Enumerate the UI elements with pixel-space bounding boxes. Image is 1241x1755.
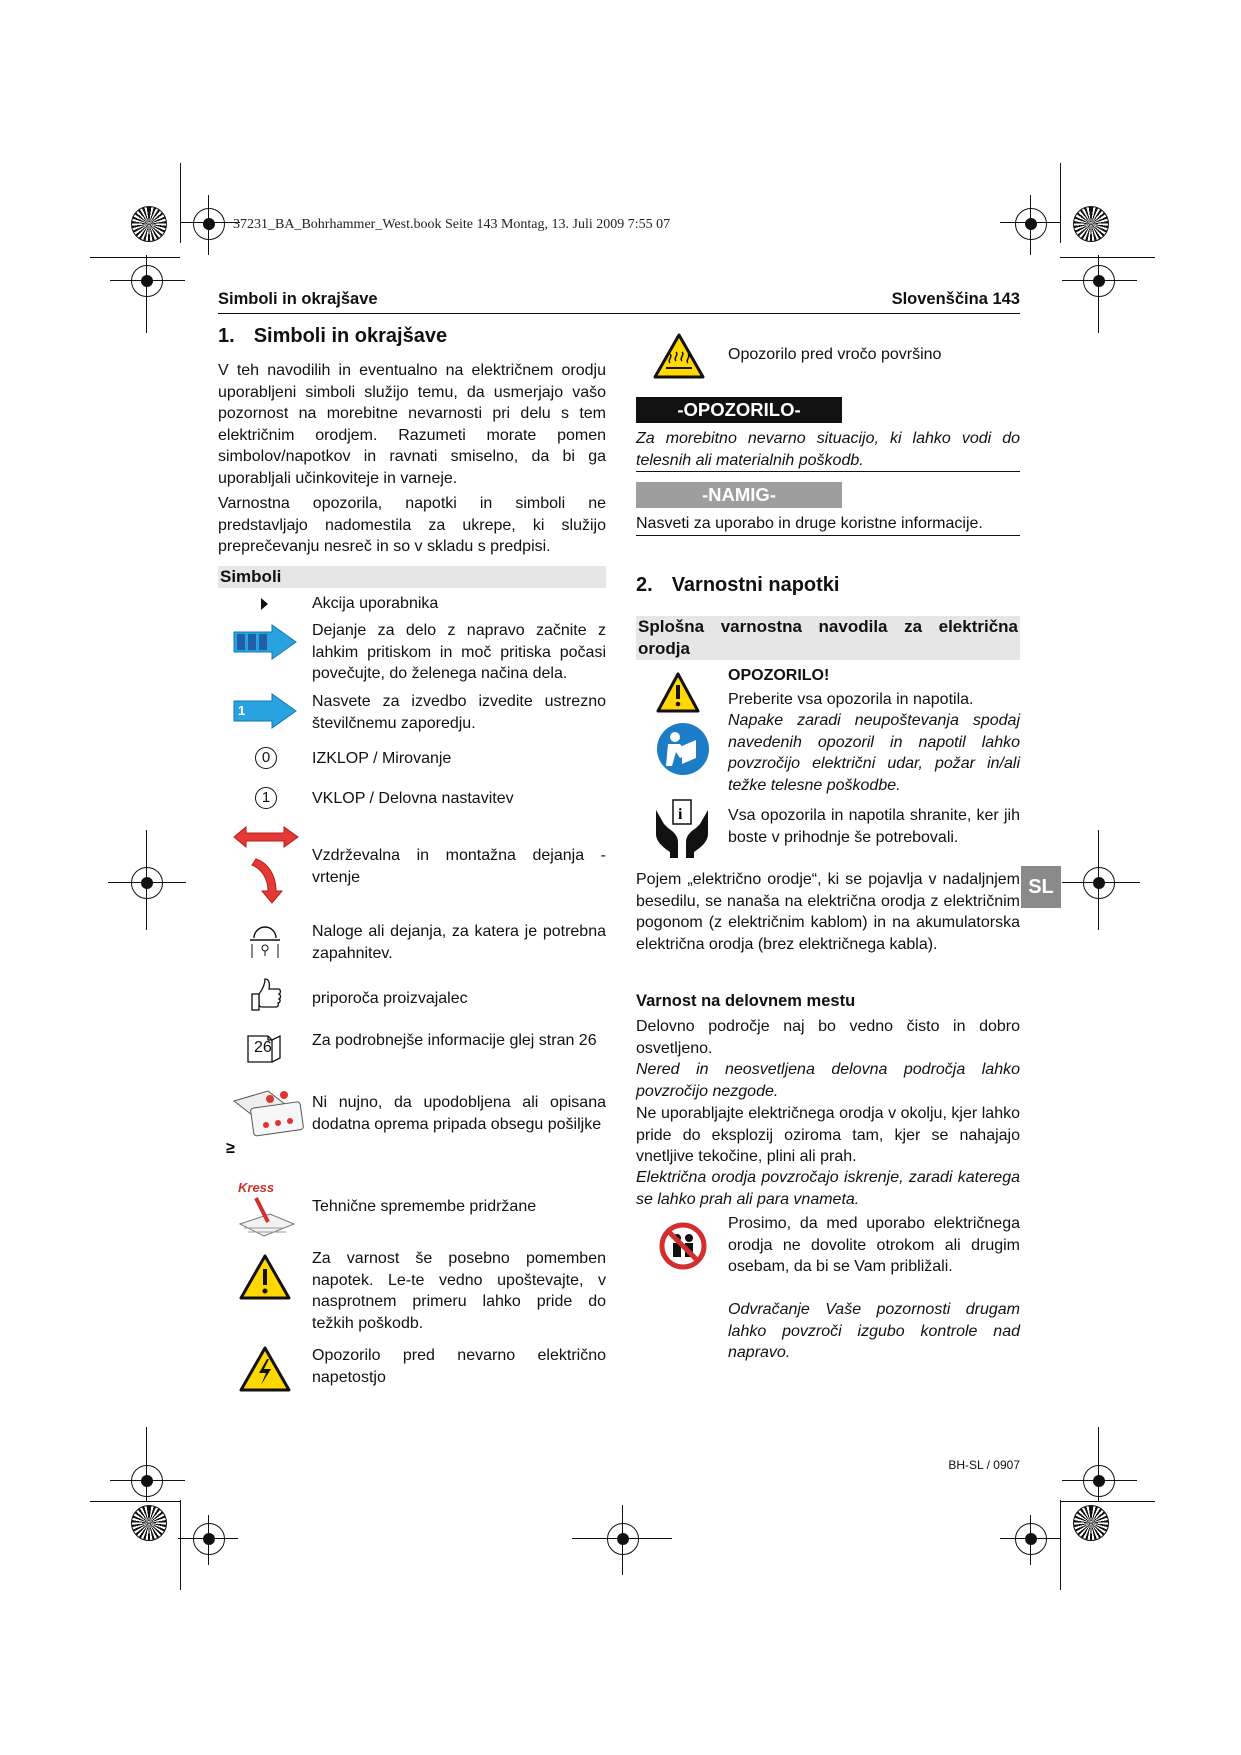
symbol-text-voltage: Opozorilo pred nevarno električno napetostjo <box>312 1347 606 1386</box>
high-voltage-icon <box>238 1345 292 1393</box>
workplace-clean-reason: Nered in neosvetljena delovna področja lahko povzročijo nezgode. <box>636 1061 1020 1100</box>
header-section-title: Simboli in okrajšave <box>218 290 378 308</box>
symbol-text-lock: Naloge ali dejanja, za katera je potrebna zapahnitev. <box>312 923 606 962</box>
numbered-arrow-label: 1 <box>238 703 246 718</box>
progressive-arrow-icon <box>232 624 298 660</box>
symbol-text-user-action: Akcija uporabnika <box>312 595 439 612</box>
general-safety-band: Splošna varnostna navodila za električna orodja <box>638 617 1018 658</box>
thumbs-up-icon <box>249 976 283 1016</box>
warning-triangle-icon <box>238 1253 292 1301</box>
keep-children-away-reason: Odvračanje Vaše pozornosti drugam lahko povzroči izgubo kontrole nad napravo. <box>728 1301 1020 1361</box>
warning-triangle-icon-2 <box>655 671 701 715</box>
warning-consequences: Napake zaradi neupoštevanja spodaj navedenih opozoril in napotil lahko povzročijo električni udar, požar in/ali težke telesne poškodbe. <box>728 712 1020 794</box>
hot-surface-icon <box>652 332 706 380</box>
warning-read-all: Preberite vsa opozorila in napotila. <box>728 691 974 708</box>
explosion-warning-text: Ne uporabljajte električnega orodja v okolju, kjer lahko pride do eksplozij oziroma tam, kjer se nahajajo vnetljive tekočine, plini ali prah. <box>636 1105 1020 1165</box>
off-circle-icon: 0 <box>255 747 277 769</box>
warning-title: OPOZORILO! <box>728 667 830 684</box>
symbol-text-pressure: Dejanje za delo z napravo začnite z lahkim pritiskom in moč pritiska počasi povečujte, do želenega načina dela. <box>312 622 606 682</box>
on-circle-icon: 1 <box>255 787 277 809</box>
keep-instructions-text: Vsa opozorila in napotila shranite, ker jih boste v prihodnje še potrebovali. <box>728 807 1020 846</box>
symbol-text-recommended: priporoča proizvajalec <box>312 990 468 1007</box>
keep-children-away-text: Prosimo, da med uporabo električnega orodja ne dovolite otrokom ali drugim osebam, da bi se Vam približali. <box>728 1215 1020 1275</box>
read-manual-icon <box>656 722 710 776</box>
section-2-heading: 2. Varnostni napotki <box>636 574 840 596</box>
symbol-text-maintenance: Vzdrževalna in montažna dejanja - vrtenje <box>312 847 606 886</box>
header-page-number: Slovenščina 143 <box>891 290 1020 308</box>
keep-instructions-icon <box>652 798 712 858</box>
section-1-heading: 1. Simboli in okrajšave <box>218 325 448 347</box>
power-tool-definition: Pojem „električno orodje“, ki se pojavlja v nadaljnjem besedilu, se nanaša na električna orodja z električnim pogonom (z električnim kablom) in na akumulatorska električna orodja (brez električnega kabla). <box>636 871 1020 953</box>
symbol-text-changes: Tehnične spremembe pridržane <box>312 1198 537 1215</box>
footer-code: BH-SL / 0907 <box>948 1458 1020 1472</box>
rotation-arrows-icon <box>232 825 300 905</box>
book-page-number: 26 <box>254 1039 272 1056</box>
namig-text: Nasveti za uporabo in druge koristne informacije. <box>636 515 983 532</box>
svg-text:i: i <box>678 806 683 823</box>
intro-paragraph: V teh navodilih in eventualno na električnem orodju uporabljeni simboli služijo temu, da usmerjajo vašo pozornost na morebitne nevarnosti pri delu s tem električnim orodjem. Razumeti morate pomen simbolov/napotkov in ravnati smiselno, da bi ga uporabljali učinkoviteje in varneje. <box>218 362 606 487</box>
explosion-warning-reason: Električna orodja povzročajo iskrenje, zaradi katerega se lahko prah ali para vnameta. <box>636 1169 1020 1208</box>
left-column <box>218 325 606 558</box>
opozorilo-label: -OPOZORILO- <box>636 397 842 423</box>
kress-logo: Kress <box>238 1180 275 1195</box>
disclaimer-paragraph: Varnostna opozorila, napotki in simboli ne predstavljajo nadomestila za ukrepe, ki služijo preprečevanju nesreč in so v skladu s predpisi. <box>218 495 606 555</box>
no-children-icon <box>659 1222 707 1270</box>
namig-rule <box>636 535 1020 536</box>
namig-label: -NAMIG- <box>636 482 842 508</box>
symbols-band: Simboli <box>218 566 606 588</box>
symbol-text-page-ref: Za podrobnejše informacije glej stran 26 <box>312 1032 597 1049</box>
opozorilo-rule <box>636 471 1020 472</box>
symbol-text-important: Za varnost še posebno pomemben napotek. Le-te vedno upoštevajte, v nasprotnem primeru lahko pride do težkih poškodb. <box>312 1250 606 1332</box>
triangle-bullet-icon <box>261 598 268 610</box>
book-info-line: 37231_BA_Bohrhammer_West.book Seite 143 Montag, 13. Juli 2009 7:55 07 <box>233 217 671 232</box>
language-tab: SL <box>1021 866 1061 908</box>
lock-icon <box>248 918 282 962</box>
workplace-safety-heading: Varnost na delovnem mestu <box>636 992 856 1010</box>
symbol-text-sequence: Nasvete za izvedbo izvedite ustrezno številčnemu zaporedju. <box>312 693 606 732</box>
header-rule <box>218 313 1020 314</box>
symbol-text-on: VKLOP / Delovna nastavitev <box>312 790 514 807</box>
symbol-text-accessories: Ni nujno, da upodobljena ali opisana dodatna oprema pripada obsegu pošiljke <box>312 1094 606 1133</box>
svg-text:≥: ≥ <box>226 1140 235 1155</box>
technical-changes-icon <box>236 1194 298 1238</box>
accessories-icon <box>226 1083 310 1155</box>
hot-surface-text: Opozorilo pred vročo površino <box>728 346 942 363</box>
symbol-text-off: IZKLOP / Mirovanje <box>312 750 452 767</box>
workplace-clean-text: Delovno področje naj bo vedno čisto in dobro osvetljeno. <box>636 1018 1020 1057</box>
opozorilo-text: Za morebitno nevarno situacijo, ki lahko vodi do telesnih ali materialnih poškodb. <box>636 430 1020 469</box>
